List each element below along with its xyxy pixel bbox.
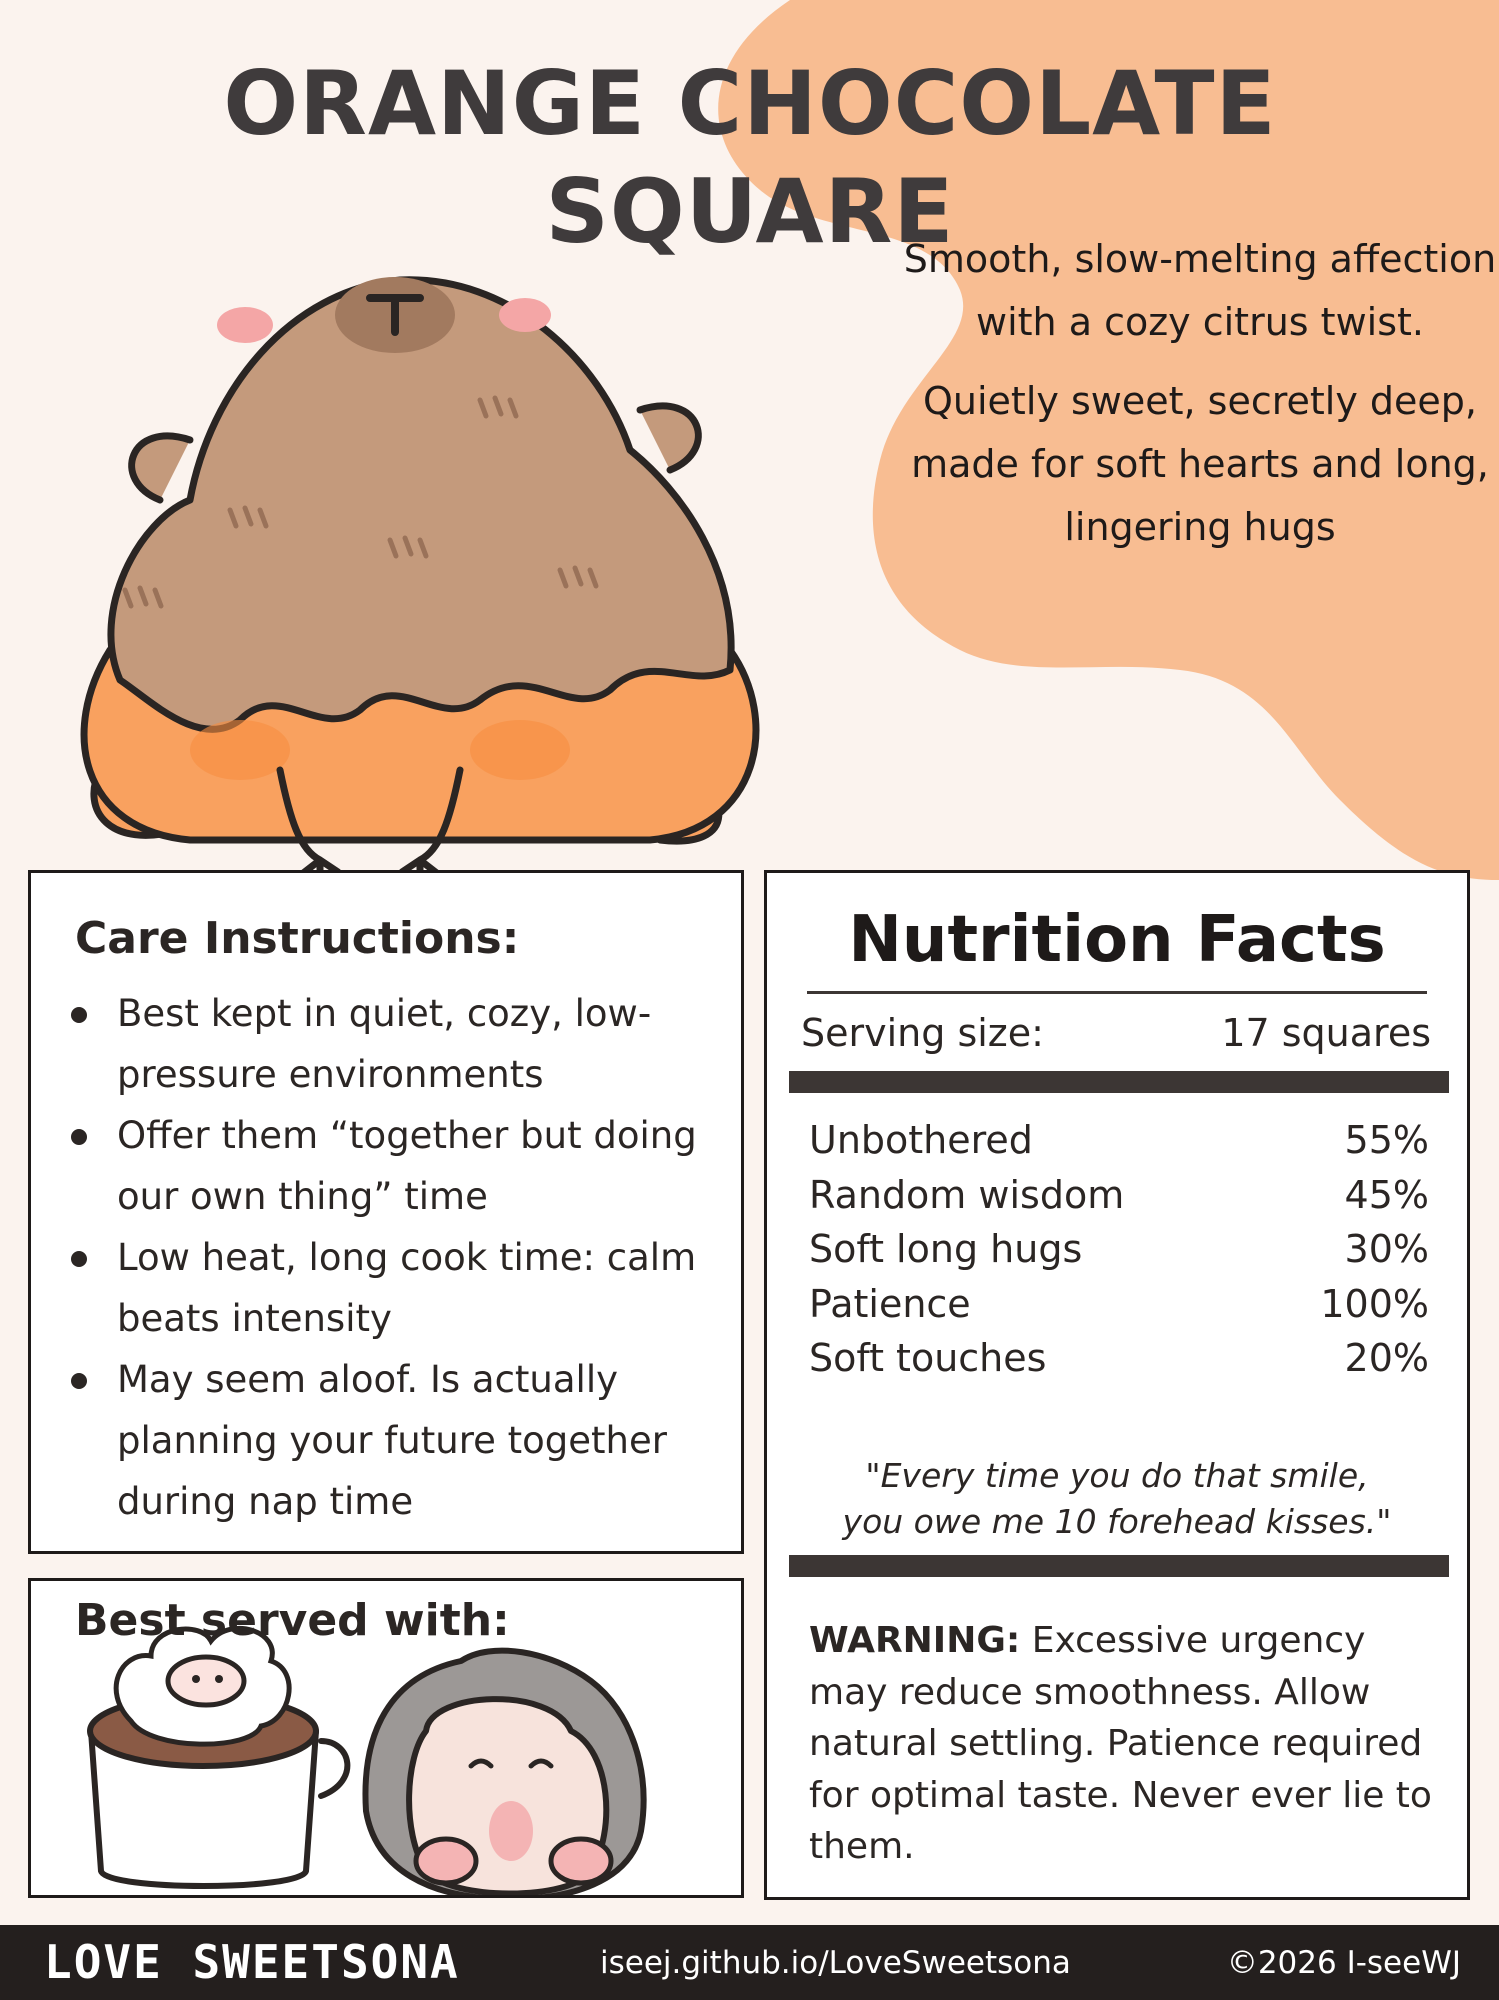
care-item: Low heat, long cook time: calm beats intensity [71,1227,731,1349]
footer-brand: LOVE SWEETSONA [44,1935,460,1989]
footer-url-link[interactable]: iseej.github.io/LoveSweetsona [600,1945,1071,1981]
warning-body: Excessive urgency may reduce smoothness. Allow natural settling. Patience required for optimal taste. Never ever lie to them. [809,1620,1432,1867]
warning-text [809,1615,1439,1873]
nutrition-row [809,1168,1429,1223]
care-instructions-list [71,983,731,1532]
warning-label: WARNING: [809,1620,1021,1661]
nutrition-row-label: Soft long hugs [809,1227,1083,1271]
tagline-line-1: Smooth, slow-melting affection with a cozy citrus twist. [903,237,1497,344]
tagline-line-2: Quietly sweet, secretly deep, made for soft hearts and long, lingering hugs [911,379,1489,549]
quote-line-2: you owe me 10 forehead kisses." [842,1502,1392,1541]
footer-copyright: ©2026 I-seeWJ [1226,1945,1461,1981]
nutrition-facts-panel [764,870,1470,1900]
nutrition-row-label: Patience [809,1281,971,1326]
nutrition-rows [809,1113,1429,1386]
nutrition-row-label: Random wisdom [809,1172,1125,1217]
nutrition-row-value: 30% [1344,1227,1429,1271]
nutrition-facts-heading: Nutrition Facts [848,903,1386,977]
nutrition-row-label: Unbothered [809,1118,1033,1162]
divider-thick [789,1071,1449,1093]
nutrition-row-value: 45% [1344,1172,1429,1217]
tagline [880,228,1499,575]
nutrition-row [809,1222,1429,1277]
care-item: Offer them “together but doing our own thing” time [71,1105,731,1227]
nutrition-row-value: 55% [1344,1118,1429,1162]
nutrition-row [809,1113,1429,1168]
serving-size-row [801,1011,1431,1055]
nutrition-row-value: 100% [1320,1281,1429,1326]
footer-bar [0,1925,1499,2000]
divider-thick [789,1555,1449,1577]
serving-size-label: Serving size: [801,1011,1044,1055]
capybara-mascot-illustration [40,250,800,880]
nutrition-quote [767,1453,1467,1545]
care-item: May seem aloof. Is actually planning your future together during nap time [71,1349,731,1532]
quote-line-1: "Every time you do that smile, [865,1456,1369,1495]
best-served-with-panel [28,1578,744,1898]
nutrition-row [809,1331,1429,1386]
page-title: ORANGE CHOCOLATE SQUARE [223,52,1277,263]
serving-size-value: 17 squares [1221,1011,1431,1055]
care-instructions-panel [28,870,744,1554]
divider-thin [807,991,1427,994]
care-item: Best kept in quiet, cozy, low-pressure environments [71,983,731,1105]
nutrition-row-label: Soft touches [809,1336,1047,1380]
nutrition-row [809,1277,1429,1332]
nutrition-row-value: 20% [1344,1336,1429,1380]
best-served-with-heading: Best served with: [75,1595,510,1646]
care-instructions-heading: Care Instructions: [75,913,520,964]
